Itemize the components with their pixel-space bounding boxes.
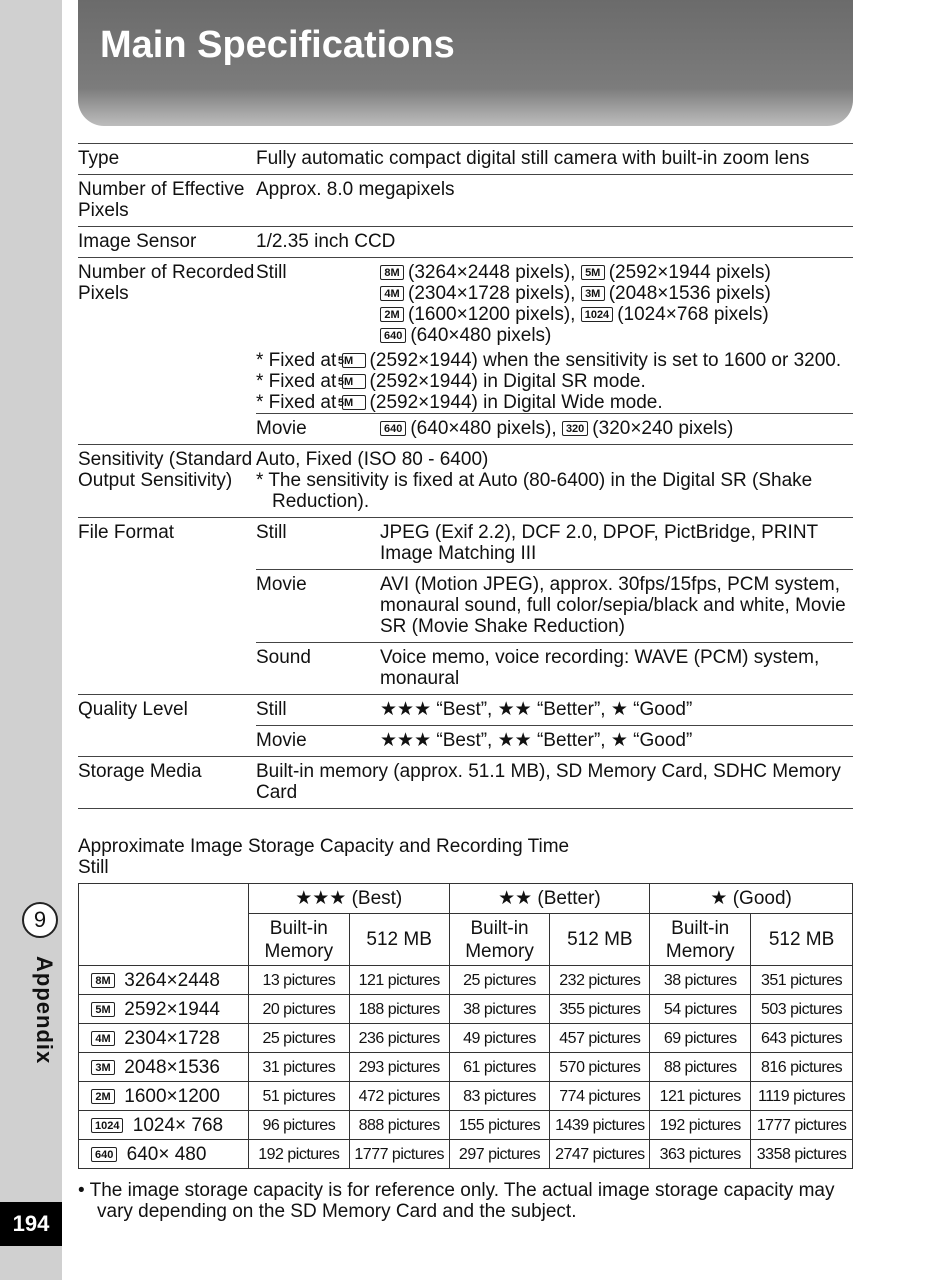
- spec-label: Number of Recorded Pixels: [78, 258, 256, 445]
- spec-label: Sensitivity (Standard Output Sensitivity): [78, 445, 256, 518]
- sub-header-builtin: Built-in Memory: [650, 914, 751, 966]
- table-row: [79, 1111, 853, 1140]
- table-cell: 293 pictures: [349, 1053, 449, 1082]
- spec-value: Approx. 8.0 megapixels: [256, 175, 853, 227]
- table-row: [79, 1053, 853, 1082]
- table-cell: 888 pictures: [349, 1111, 449, 1140]
- table-cell: 192 pictures: [650, 1111, 751, 1140]
- table-cell: 188 pictures: [349, 995, 449, 1024]
- table-row: [79, 1140, 853, 1169]
- resolution-icon: 320: [562, 421, 588, 436]
- table-cell: 236 pictures: [349, 1024, 449, 1053]
- sub-value: ★★★ “Best”, ★★ “Better”, ★ “Good”: [380, 699, 693, 720]
- sub-header-512mb: 512 MB: [751, 914, 853, 966]
- table-cell: 363 pictures: [650, 1140, 751, 1169]
- row-label: 3M 2048×1536: [79, 1053, 249, 1082]
- table-cell: 351 pictures: [751, 966, 853, 995]
- note: * Fixed at 5M (2592×1944) when the sensitivity is set to 1600 or 3200.: [256, 350, 842, 371]
- quality-subtable: [256, 699, 853, 751]
- resolution-icon: 640: [380, 421, 406, 436]
- capacity-subtitle: Still: [78, 857, 109, 878]
- resolution-icon: 4M: [91, 1031, 115, 1046]
- resolution-icon: 640: [91, 1147, 117, 1162]
- table-cell: 457 pictures: [550, 1024, 650, 1053]
- spec-row-effective-pixels: [78, 175, 853, 227]
- spec-row-sensitivity: [78, 445, 853, 518]
- spec-row-quality-level: [78, 695, 853, 757]
- resolution-icon: 8M: [380, 265, 404, 280]
- resolution-line: 640 (640×480 pixels): [380, 325, 853, 346]
- resolution-line: 4M (2304×1728 pixels), 3M (2048×1536 pixels): [380, 283, 853, 304]
- table-cell: 1119 pictures: [751, 1082, 853, 1111]
- table-cell: 54 pictures: [650, 995, 751, 1024]
- table-cell: 121 pictures: [650, 1082, 751, 1111]
- still-resolutions: [380, 262, 853, 346]
- sub-header-builtin: Built-in Memory: [248, 914, 349, 966]
- table-cell: 88 pictures: [650, 1053, 751, 1082]
- table-row: [79, 995, 853, 1024]
- resolution-icon: 3M: [91, 1060, 115, 1075]
- chapter-number: 9: [22, 902, 58, 938]
- table-cell: 83 pictures: [449, 1082, 550, 1111]
- table-row: [79, 966, 853, 995]
- spec-value: Built-in memory (approx. 51.1 MB), SD Memory Card, SDHC Memory Card: [256, 757, 853, 809]
- quality-group-good: ★ (Good): [650, 884, 853, 914]
- table-cell: 503 pictures: [751, 995, 853, 1024]
- table-cell: 297 pictures: [449, 1140, 550, 1169]
- note: * Fixed at 5M (2592×1944) in Digital Wide mode.: [256, 392, 663, 413]
- resolution-icon: 5M: [91, 1002, 115, 1017]
- sub-key: Movie: [256, 726, 380, 752]
- resolution-line: 2M (1600×1200 pixels), 1024 (1024×768 pixels): [380, 304, 853, 325]
- spec-row-type: [78, 144, 853, 175]
- sub-header-builtin: Built-in Memory: [449, 914, 550, 966]
- table-cell: 2747 pictures: [550, 1140, 650, 1169]
- table-row: [79, 1024, 853, 1053]
- resolution-icon: 2M: [380, 307, 404, 322]
- spec-label: Storage Media: [78, 757, 256, 809]
- sub-value: JPEG (Exif 2.2), DCF 2.0, DPOF, PictBridge, PRINT Image Matching III: [380, 522, 818, 564]
- spec-table: [78, 143, 853, 809]
- table-cell: 192 pictures: [248, 1140, 349, 1169]
- table-cell: 25 pictures: [248, 1024, 349, 1053]
- spec-row-image-sensor: [78, 227, 853, 258]
- table-cell: 3358 pictures: [751, 1140, 853, 1169]
- side-tab-strip: [0, 0, 62, 1280]
- table-cell: 774 pictures: [550, 1082, 650, 1111]
- sub-key: Still: [256, 699, 287, 720]
- capacity-table: [78, 883, 853, 1169]
- resolution-icon: 640: [380, 328, 406, 343]
- quality-group-better: ★★ (Better): [449, 884, 650, 914]
- page-number: 194: [0, 1202, 62, 1246]
- table-cell: 232 pictures: [550, 966, 650, 995]
- resolution-icon: 8M: [91, 973, 115, 988]
- resolution-icon: 4M: [380, 286, 404, 301]
- spec-value: 1/2.35 inch CCD: [256, 227, 853, 258]
- sub-value: AVI (Motion JPEG), approx. 30fps/15fps, PCM system, monaural sound, full color/sepia/black and white, Movie SR (Movie Shake Reduction): [380, 570, 853, 643]
- sub-value: Voice memo, voice recording: WAVE (PCM) system, monaural: [380, 643, 853, 690]
- table-cell: 1777 pictures: [751, 1111, 853, 1140]
- sub-key: Movie: [256, 570, 380, 643]
- table-cell: 1439 pictures: [550, 1111, 650, 1140]
- row-label: 8M 3264×2448: [79, 966, 249, 995]
- table-cell: 816 pictures: [751, 1053, 853, 1082]
- table-cell: 61 pictures: [449, 1053, 550, 1082]
- table-cell: 643 pictures: [751, 1024, 853, 1053]
- row-label: 4M 2304×1728: [79, 1024, 249, 1053]
- table-cell: 570 pictures: [550, 1053, 650, 1082]
- note: * Fixed at 5M (2592×1944) in Digital SR mode.: [256, 371, 646, 392]
- table-cell: 38 pictures: [650, 966, 751, 995]
- movie-resolutions: 640 (640×480 pixels), 320 (320×240 pixels): [380, 414, 853, 440]
- table-cell: 96 pictures: [248, 1111, 349, 1140]
- sub-key: Sound: [256, 643, 380, 690]
- file-format-subtable: [256, 522, 853, 689]
- resolution-icon: 5M: [581, 265, 605, 280]
- sub-key: Movie: [256, 414, 380, 440]
- resolution-icon: 5M: [342, 353, 366, 368]
- table-cell: 20 pictures: [248, 995, 349, 1024]
- table-row: [79, 1082, 853, 1111]
- capacity-corner-cell: [79, 884, 249, 966]
- spec-row-storage-media: [78, 757, 853, 809]
- sub-header-512mb: 512 MB: [550, 914, 650, 966]
- footnote: [78, 1180, 868, 1222]
- spec-value: Fully automatic compact digital still camera with built-in zoom lens: [256, 144, 853, 175]
- title-banner: [78, 0, 853, 126]
- table-cell: 49 pictures: [449, 1024, 550, 1053]
- capacity-heading: [78, 836, 778, 878]
- quality-group-best: ★★★ (Best): [248, 884, 449, 914]
- page-title: Main Specifications: [100, 24, 455, 66]
- resolution-icon: 5M: [342, 395, 366, 410]
- resolution-icon: 3M: [581, 286, 605, 301]
- spec-label: Quality Level: [78, 695, 256, 757]
- resolution-icon: 1024: [581, 307, 613, 322]
- spec-row-recorded-pixels: [78, 258, 853, 445]
- table-cell: 31 pictures: [248, 1053, 349, 1082]
- row-label: 1024 1024× 768: [79, 1111, 249, 1140]
- table-cell: 121 pictures: [349, 966, 449, 995]
- spec-row-file-format: [78, 518, 853, 695]
- chapter-label: Appendix: [32, 956, 57, 1065]
- table-cell: 355 pictures: [550, 995, 650, 1024]
- recorded-notes: [256, 346, 853, 414]
- row-label: 5M 2592×1944: [79, 995, 249, 1024]
- table-cell: 13 pictures: [248, 966, 349, 995]
- spec-label: Image Sensor: [78, 227, 256, 258]
- recorded-pixels-subtable: [256, 262, 853, 439]
- table-cell: 472 pictures: [349, 1082, 449, 1111]
- spec-label: File Format: [78, 518, 256, 695]
- resolution-icon: 1024: [91, 1118, 123, 1133]
- sub-key: Still: [256, 262, 287, 283]
- sub-value: ★★★ “Best”, ★★ “Better”, ★ “Good”: [380, 726, 853, 752]
- spec-value: Auto, Fixed (ISO 80 - 6400): [256, 449, 489, 470]
- resolution-icon: 5M: [342, 374, 366, 389]
- table-cell: 25 pictures: [449, 966, 550, 995]
- table-cell: 69 pictures: [650, 1024, 751, 1053]
- resolution-icon: 2M: [91, 1089, 115, 1104]
- footnote-text: • The image storage capacity is for reference only. The actual image storage capacity may vary depending on the SD Memory Card and the subject.: [78, 1180, 835, 1222]
- table-cell: 155 pictures: [449, 1111, 550, 1140]
- sub-header-512mb: 512 MB: [349, 914, 449, 966]
- row-label: 2M 1600×1200: [79, 1082, 249, 1111]
- capacity-title: Approximate Image Storage Capacity and Recording Time: [78, 836, 570, 857]
- resolution-line: 8M (3264×2448 pixels), 5M (2592×1944 pixels): [380, 262, 853, 283]
- table-cell: 51 pictures: [248, 1082, 349, 1111]
- row-label: 640 640× 480: [79, 1140, 249, 1169]
- spec-label: Type: [78, 144, 256, 175]
- sub-key: Still: [256, 522, 287, 543]
- note: * The sensitivity is fixed at Auto (80-6400) in the Digital SR (Shake Reduction).: [256, 470, 813, 512]
- table-cell: 1777 pictures: [349, 1140, 449, 1169]
- spec-label: Number of Effective Pixels: [78, 175, 256, 227]
- table-cell: 38 pictures: [449, 995, 550, 1024]
